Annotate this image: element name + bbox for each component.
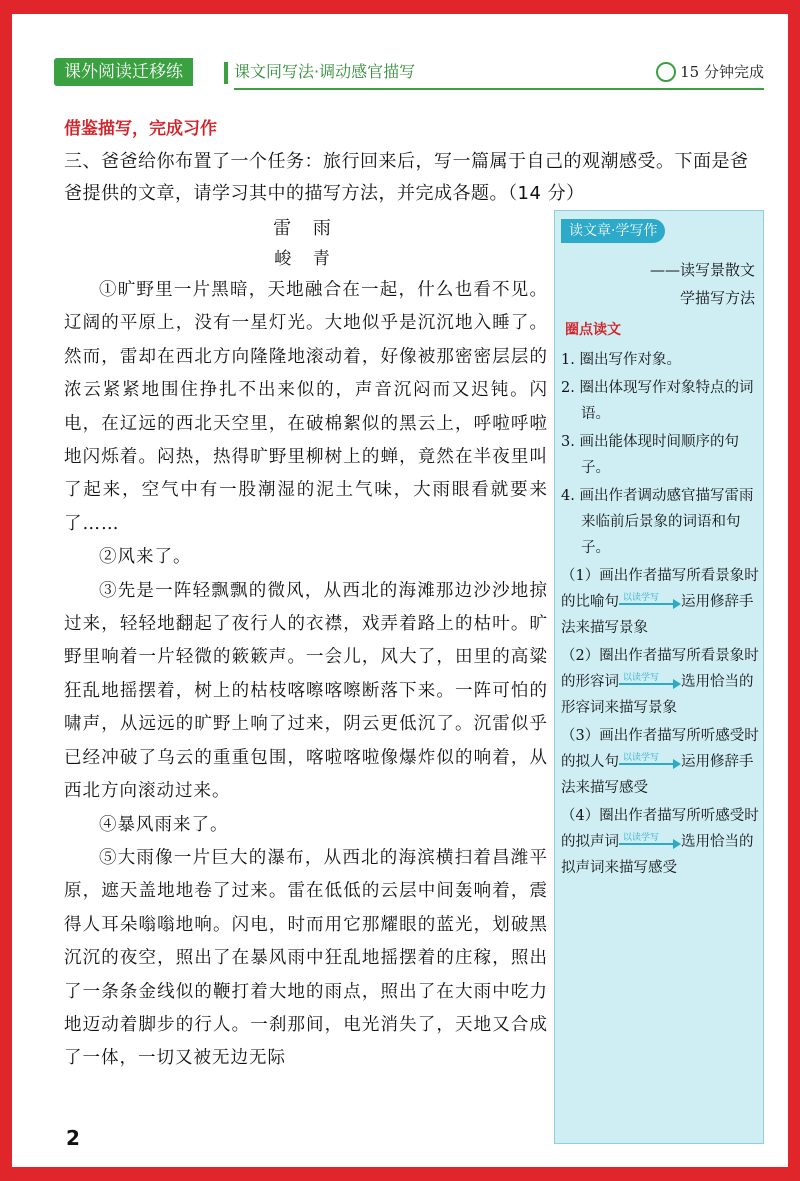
guide-subitem	[561, 803, 761, 881]
article-author: 峻 青	[274, 249, 338, 269]
article	[64, 214, 548, 1076]
guide-item: 3. 画出能体现时间顺序的句子。	[561, 434, 739, 476]
guide-list	[561, 347, 761, 883]
guide-subitem	[561, 723, 761, 801]
time-text: 15 分钟完成	[680, 63, 764, 81]
subitem-post: 选用恰当的拟声词来描写感受	[561, 834, 754, 876]
paragraph-1: ①旷野里一片黑暗，天地融合在一起，什么也看不见。辽阔的平原上，没有一星灯光。大地似乎是沉沉地入睡了。然而，雷却在西北方向隆隆地滚动着，好像被那密密层层的浓云紧紧地围住挣扎不出来似的，声音沉闷而又迟钝。闪电，在辽远的西北天空里，在破棉絮似的黑云上，呼啦呼啦地闪烁着。闷热，热得旷野里柳树上的蝉，竟然在半夜里叫了起来，空气中有一股潮湿的泥土气味，大雨眼看就要来了……	[64, 280, 548, 534]
arrow-icon	[619, 755, 681, 769]
paragraph-4: ④暴风雨来了。	[99, 814, 229, 835]
arrow-icon	[619, 835, 681, 849]
guide-subitem	[561, 563, 761, 641]
subitem-post: 运用修辞手法来描写感受	[561, 754, 754, 796]
clock-icon	[656, 62, 676, 82]
page-number: 2	[66, 1126, 80, 1150]
question-text: 三、爸爸给你布置了一个任务：旅行回来后，写一篇属于自己的观潮感受。下面是爸爸提供的文章，请学习其中的描写方法，并完成各题。（14 分）	[64, 151, 749, 204]
header-underline	[234, 88, 764, 90]
section-title: 借鉴描写，完成习作	[64, 119, 217, 139]
subitem-post: 选用恰当的形容词来描写景象	[561, 674, 754, 716]
guide-item: 2. 圈出体现写作对象特点的词语。	[561, 380, 754, 422]
arrow-icon	[619, 675, 681, 689]
arrow-label: 以读学写	[623, 753, 660, 763]
guide-section: 圈点读文	[565, 322, 621, 338]
guide-item: 1. 圈出写作对象。	[561, 352, 681, 368]
subitem-pre: （2）圈出作者描写所看景象时的形容词	[561, 648, 759, 690]
subitem-pre: （4）圈出作者描写所听感受时的拟声词	[561, 808, 759, 850]
arrow-icon	[619, 595, 681, 609]
paragraph-3: ③先是一阵轻飘飘的微风，从西北的海滩那边沙沙地掠过来，轻轻地翻起了夜行人的衣襟，戏弄着路上的枯叶。旷野里响着一片轻微的簌簌声。一会儿，风大了，田里的高粱狂乱地摇摆着，树上的枯枝喀嚓喀嚓断落下来。一阵可怕的啸声，从远远的旷野上响了过来，阴云更低沉了。沉雷似乎已经冲破了乌云的重重包围，喀啦喀啦像爆炸似的响着，从西北方向滚动过来。	[64, 580, 548, 802]
arrow-label: 以读学写	[623, 833, 660, 843]
guide-sub2: 学描写方法	[679, 289, 755, 307]
subitem-pre: （3）画出作者描写所听感受时的拟人句	[561, 728, 759, 770]
article-title: 雷 雨	[273, 218, 339, 239]
header-separator	[224, 62, 228, 84]
subitem-pre: （1）画出作者描写所看景象时的比喻句	[561, 568, 759, 610]
arrow-label: 以读学写	[623, 593, 660, 603]
header	[54, 58, 764, 88]
section-tag: 课外阅读迁移练	[54, 58, 193, 86]
header-subtitle: 课文同写法·调动感官描写	[234, 62, 416, 81]
paragraph-2: ②风来了。	[99, 547, 192, 568]
guide-subitem	[561, 643, 761, 721]
paragraph-5: ⑤大雨像一片巨大的瀑布，从西北的海滨横扫着昌潍平原，遮天盖地地卷了过来。雷在低低的云层中间轰响着，震得人耳朵嗡嗡地响。闪电，时而用它那耀眼的蓝光，划破黑沉沉的夜空，照出了在暴风雨中狂乱地摇摆着的庄稼，照出了一条条金线似的鞭打着大地的雨点，照出了在大雨中吃力地迈动着脚步的行人。一刹那间，电光消失了，天地又合成了一体，一切又被无边无际	[64, 847, 548, 1069]
subitem-post: 运用修辞手法来描写景象	[561, 594, 754, 636]
guide-tag: 读文章·学写作	[561, 219, 665, 243]
guide-sub1: ——读写景散文	[649, 261, 755, 279]
reading-guide-panel	[554, 210, 764, 1144]
guide-item: 4. 画出作者调动感官描写雷雨来临前后景象的词语和句子。	[561, 488, 754, 556]
arrow-label: 以读学写	[623, 673, 660, 683]
time-label	[656, 58, 764, 86]
